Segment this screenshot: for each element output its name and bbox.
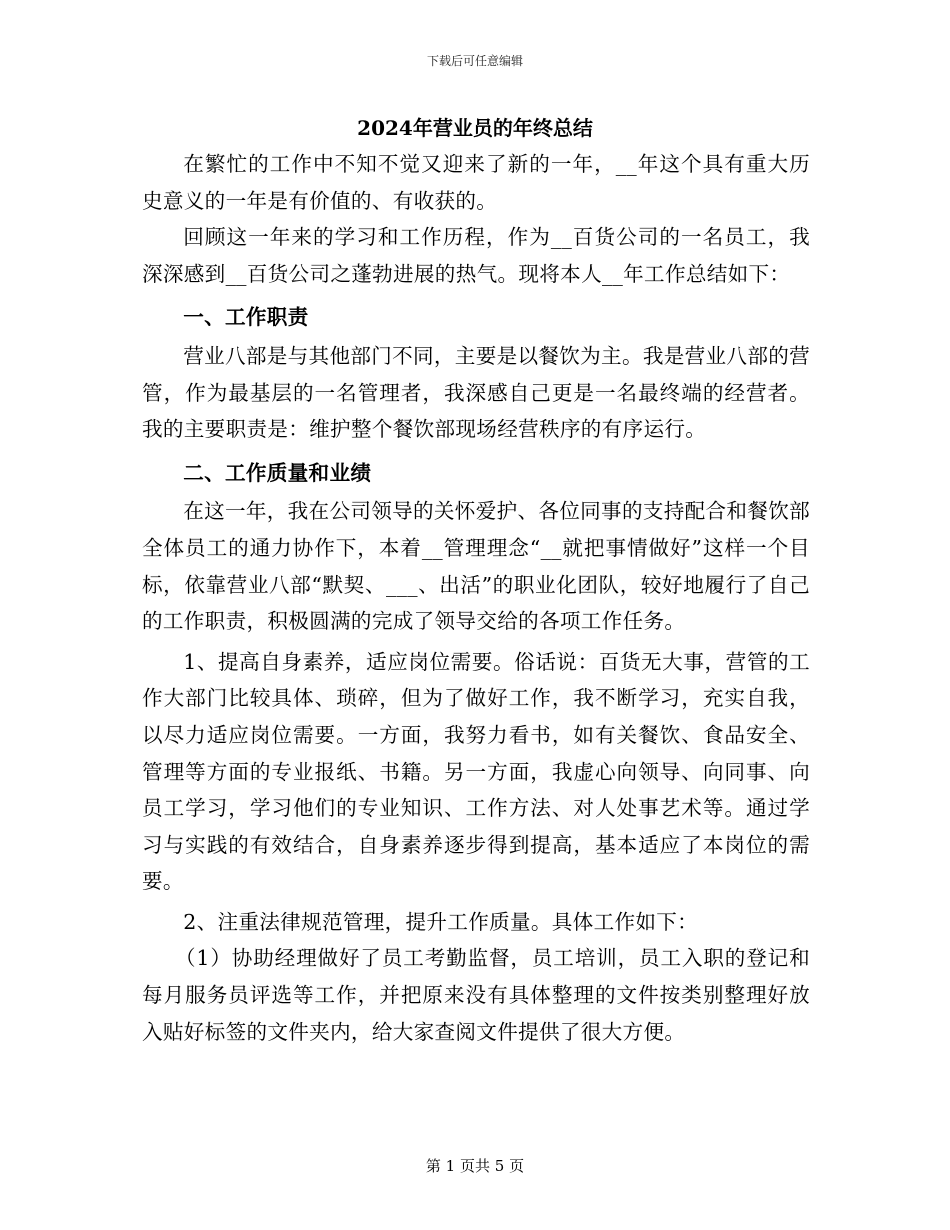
item-1-paragraph: 1、提高自身素养，适应岗位需要。俗话说：百货无大事，营管的工作大部门比较具体、琐碎，但为了做好工作，我不断学习，充实自我，以尽力适应岗位需要。一方面，我努力看书，如有关餐饮、食品安全、管理等方面的专业报纸、书籍。另一方面，我虚心向领导、向同事、向员工学习，学习他们的专业知识、工作方法、对人处事艺术等。通过学习与实践的有效结合，自身素养逐步得到提高，基本适应了本岗位的需要。 [142,649,810,894]
page-number: 第 1 页共 5 页 [425,1157,525,1175]
item-2-paragraph: 2、注重法律规范管理，提升工作质量。具体工作如下： [183,909,699,934]
section-heading-duties: 一、工作职责 [183,305,309,330]
section-heading-performance: 二、工作质量和业绩 [183,460,372,485]
review-paragraph: 回顾这一年来的学习和工作历程，作为__百货公司的一名员工，我深深感到__百货公司之蓬勃进展的热气。现将本人__年工作总结如下： [142,225,810,286]
intro-paragraph: 在繁忙的工作中不知不觉又迎来了新的一年，__年这个具有重大历史意义的一年是有价值的、有收获的。 [142,152,810,213]
document-body [142,146,810,1050]
document-title: 2024年营业员的年终总结 [357,116,593,140]
performance-paragraph: 在这一年，我在公司领导的关怀爱护、各位同事的支持配合和餐饮部全体员工的通力协作下，本着__管理理念“__就把事情做好”这样一个目标，依靠营业八部“默契、___、出活”的职业化团队，较好地履行了自己的工作职责，积极圆满的完成了领导交给的各项工作任务。 [142,499,810,634]
item-2-sub-1-paragraph: （1）协助经理做好了员工考勤监督，员工培训，员工入职的登记和每月服务员评选等工作，并把原来没有具体整理的文件按类别整理好放入贴好标签的文件夹内，给大家查阅文件提供了很大方便。 [142,946,810,1044]
page-header: 下载后可任意编辑 [426,54,523,68]
duties-paragraph: 营业八部是与其他部门不同，主要是以餐饮为主。我是营业八部的营管，作为最基层的一名管理者，我深感自己更是一名最终端的经营者。我的主要职责是：维护整个餐饮部现场经营秩序的有序运行。 [142,343,810,442]
